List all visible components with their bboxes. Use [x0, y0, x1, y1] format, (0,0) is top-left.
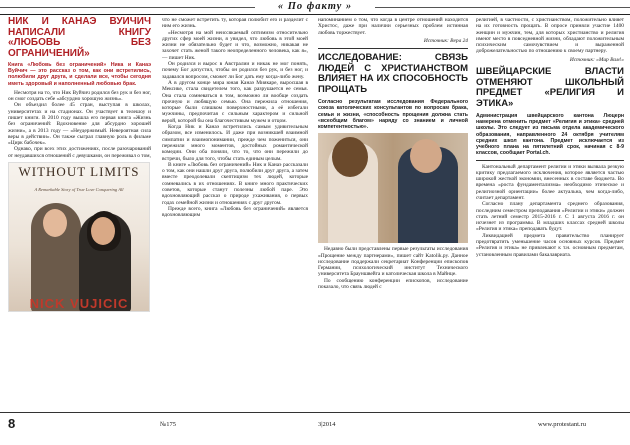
book-author: NICK VUJICIC [29, 295, 129, 311]
source-attribution: Источник: «Мир Вам!» [569, 56, 624, 63]
article-lead: Согласно результатам исследования Федерального союза католических консультантов по вопросам брака, семьи и жизни, «способность прощения должна стать «всеобщим благом» наряду со знанием и личной компетентностью». [318, 99, 468, 130]
issue-date: 3|2014 [318, 421, 336, 428]
paragraph: что не сможет встретить ту, которая полюбит его и разделит с ним его жизнь. [162, 17, 308, 30]
column-1 [8, 17, 151, 409]
website-link[interactable]: www.protestant.ru [538, 421, 586, 428]
photo-face-man [43, 209, 67, 237]
paragraph: Несмотря на то, что Ник Вуйчич родился без рук и без ног, он смог создать себе «абсурдно хорошую жизнь». [8, 89, 151, 103]
paragraph: Кантональный департамент религии и этики вызвала резкую критику предлагаемого исключения, которое является частью широкой жесткой экономии, внесенных в составе бюджета. Во времена «роста фундаментализма» необходимо этическое и религиозной ориентации» более актуальна, чем когда-либо, считает департамент. [476, 163, 624, 201]
article-headline-vujicic: НИК И КАНАЭ ВУЙЧИЧ НАПИСАЛИ КНИГУ «ЛЮБОВЬ БЕЗ ОГРАНИЧЕНИЙ» [8, 17, 151, 59]
paragraph: напоминанием о том, что когда в центре отношений находится Христос, даже при наличии серьезных проблем истинная любовь торжествует. [318, 17, 468, 36]
photo-face-woman [91, 217, 115, 245]
book-cover-image [8, 162, 150, 312]
couple-photo [318, 133, 468, 243]
paragraph: А в другом конце мира юная Канаэ Миякаре, выросшая в Мексике, стала свидетелем того, как разрушается ее семья. Она стала сомневаться в том, возможно ли вообще создать прочную и любящую семью. Она пережила отношения, которые были слишком поверхностными, а её избегали мужчины, предпочитая с сильным характером и сильной верой, которой бы она благочестивым мужем и отцом. [162, 79, 308, 124]
paragraph: Однако, при всех этих достижениях, после разочарований от неудавшихся отношений с девушками, он переживал о том, [8, 146, 151, 159]
paragraph: Он родился и вырос в Австралии и никак не мог понять, почему Бог допустил, чтобы он родился без рук, и без ног, и задавался вопросом, сможет ли Бог дать ему когда-либо жену. [162, 61, 308, 80]
paragraph: Прежде всего, книга «Любовь без ограничений» является вдохновляющим [162, 205, 308, 219]
photo-face-man [410, 139, 442, 173]
paragraph: Когда Ник и Канаэ встретились самым удивительным образом, все изменилось. И даже при возникшей взаимной симпатии и взаимопонимании, прежде чем пожениться, они пережили много моментов, достойных романтической комедии. Они оба поняли, что то, что они пережили до встречи, было для того, чтобы стать единым целым. [162, 124, 308, 162]
section-title: « По факту » [277, 1, 353, 12]
photo-hair-woman [332, 137, 368, 177]
article-headline-switzerland: ШВЕЙЦАРСКИЕ ВЛАСТИ ОТМЕНЯЮТ ШКОЛЬНЫЙ ПРЕДМЕТ «РЕЛИГИЯ И ЭТИКА» [476, 66, 624, 109]
paragraph: В книге «Любовь без ограничений» Ник и Канаэ рассказали о том, как они нашли друг друга, полюбили друг друга, а затем вместе преодолевали скептицизм тех людей, которые сомневались в их отношениях. В книге много практических советов, которые станут полезны любой паре. Это вдохновляющий рассказ о природе ухаживания, о первых годах семейной жизни и отношениях с друг другом. [162, 161, 308, 206]
page-number: 8 [8, 416, 16, 431]
page-header [0, 0, 630, 15]
article-lead: Книга «Любовь без ограничений» Ника и Канаэ Вуйчич — это рассказ о том, как они встретились, полюбили друг друга, и сделали все, чтобы сегодня иметь здоровый и наполненный любовью брак. [8, 62, 151, 87]
article-lead: Администрация швейцарского кантона Люцерн намерена отменить предмет «Религия и этика» средней школы. Это следует из письма отдела академического образования, направленного 24 октября учителям средних школ кантона. Предмет исключается из учебного плана на пятилетний срок, начиная с 8-9 классов, сообщает Portal.ch. [476, 113, 624, 160]
paragraph: Он объездил более 45 стран, выступая в школах, университетах и на стадионах. Он участвует в телешоу и пишет книги. В 2010 году вышла его первая книга «Жизнь без ограничений: Вдохновение для абсурдно хорошей жизни», а в 2013 году — «Неудержимый. Невероятная сила веры в действии». Он также сыграл главную роль в фильме «Цирк бабочек». [8, 102, 151, 147]
column-3 [318, 17, 468, 409]
article-headline-forgiveness: ИССЛЕДОВАНИЕ: СВЯЗЬ ЛЮДЕЙ С ХРИСТИАНСТВОМ ВЛИЯЕТ НА ИХ СПОСОБНОСТЬ ПРОЩАТЬ [318, 48, 468, 95]
header-rule-right [375, 7, 630, 8]
paragraph: Ликвидацией предмета правительство планирует предотвратить уменьшение часов основных курсов. Предмет «Религия и этика» не привлекают к т.н. основным предметам, установленным правилами бакалавриата. [476, 232, 624, 258]
book-title: WITHOUT LIMITS [18, 164, 140, 180]
paragraph: Недавно были представлены первые результаты исследования «Прощение между партнерами», пишет сайт Katolik.ру. Данное исследование поддержали секретариат Конференции епископов Германии, психологический институт Технического университета Брауншвейга и католическая школа в Майнце. [318, 246, 468, 278]
paragraph: «Несмотря на мой неиссякаемый оптимизм относительно других сфер моей жизни, я увидел, что любовь в этой моей жизни не обязательно будет и что, возможно, никакая не захочет стать женой такого неопределенного человека, как я», — пишет Ник. [162, 29, 308, 61]
book-subtitle: A Remarkable Story of True Love Conquering All [34, 187, 124, 193]
source-attribution: Источник: Вера 24 [423, 37, 468, 44]
paragraph: религией, в частности, с христианством, положительно влияет на их готовность прощать. В опросе приняли участие 1400 женщин и мужчин, тем, для которых христианство и религия имеют место в повседневной жизни, обладают положительным психическим самочувствием и выраженной доброжелательностью по отношению к своему партнеру. [476, 17, 624, 55]
issue-number: №175 [160, 421, 176, 428]
column-4 [476, 17, 624, 409]
page-footer [0, 412, 630, 445]
paragraph: По сообщению конференции епископов, исследование показало, что связь людей с [318, 277, 468, 290]
column-2 [162, 17, 308, 409]
paragraph: Согласно плану департамента среднего образования, последним семестром преподавания «Религии и этики» должен стать летний семестр 2015-2016 г. С 1 августа 2016 г. он исчезнет из программы. В младших классах средней школы «Религия и этика» преподавать будут. [476, 201, 624, 233]
